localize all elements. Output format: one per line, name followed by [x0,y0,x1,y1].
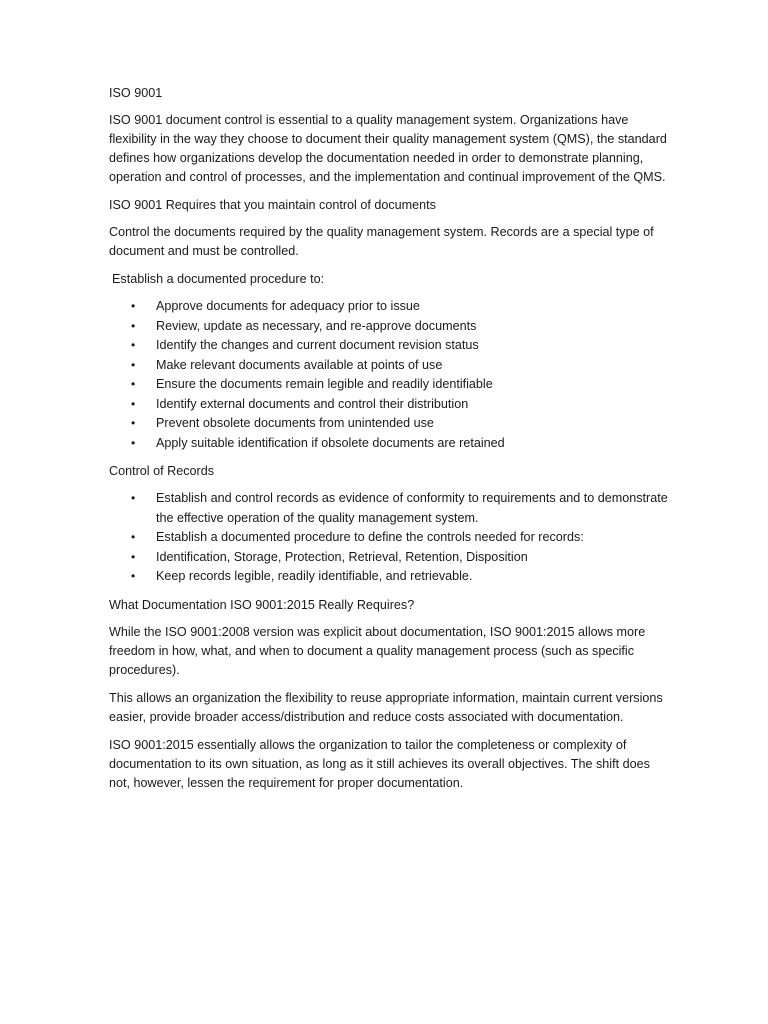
list-item: • Make relevant documents available at points of use [109,356,669,376]
requirements-paragraph-3: ISO 9001:2015 essentially allows the organization to tailor the completeness or complexity of documentation to its own situation, as long as it still achieves its overall objectives. The shift does not, however, lessen the requirement for proper documentation. [109,737,650,790]
requirements-paragraph-2: This allows an organization the flexibility to reuse appropriate information, maintain current versions easier, provide broader access/distribution and reduce costs associated with documentation. [109,690,663,724]
list-item: • Establish and control records as evidence of conformity to requirements and to demonstrate the effective operation of the quality management system. [131,491,668,525]
requirements-paragraph-1: While the ISO 9001:2008 version was explicit about documentation, ISO 9001:2015 allows more freedom in how, what, and when to document a quality management process (such as specific procedures). [109,624,646,677]
list-item: • Keep records legible, readily identifiable, and retrievable. [109,567,669,587]
section-heading-document-control: ISO 9001 Requires that you maintain control of documents [109,198,436,212]
document-title: ISO 9001 [109,86,163,100]
list-item: • Approve documents for adequacy prior to issue [109,297,669,317]
records-list [109,489,669,587]
bullet-icon: • [131,549,136,564]
intro-paragraph: ISO 9001 document control is essential to a quality management system. Organizations have flexibility in the way they choose to document their quality management system (QMS), the standard defines how organizations develop the documentation needed in order to demonstrate planning, operation and control of processes, and the implementation and continual improvement of the QMS. [109,113,667,184]
list-item: • Identify the changes and current document revision status [109,336,669,356]
bullet-icon: • [131,318,136,333]
bullet-icon: • [131,491,136,505]
bullet-icon: • [131,435,136,450]
document-page [109,84,669,802]
list-item: • Identification, Storage, Protection, Retrieval, Retention, Disposition [109,548,669,568]
bullet-icon: • [131,396,136,411]
list-item: • Ensure the documents remain legible and readily identifiable [109,375,669,395]
list-item: • Apply suitable identification if obsolete documents are retained [109,434,669,454]
document-control-paragraph: Control the documents required by the quality management system. Records are a special type of document and must be controlled. [109,225,654,258]
bullet-icon: • [131,569,136,583]
bullet-icon: • [131,299,136,313]
list-item: • Establish a documented procedure to define the controls needed for records: [109,528,669,548]
bullet-icon: • [131,530,136,544]
section-heading-control-of-records: Control of Records [109,464,214,478]
bullet-icon: • [131,338,136,352]
list-item: • Identify external documents and control their distribution [109,395,669,415]
procedure-lead-text: Establish a documented procedure to: [112,272,325,286]
list-item: • Prevent obsolete documents from unintended use [109,414,669,434]
bullet-icon: • [131,357,136,372]
section-heading-documentation-requirements: What Documentation ISO 9001:2015 Really Requires? [109,597,415,612]
bullet-icon: • [131,416,136,430]
document-control-list [109,297,669,453]
list-item: • Review, update as necessary, and re-approve documents [109,317,669,337]
bullet-icon: • [131,377,136,391]
